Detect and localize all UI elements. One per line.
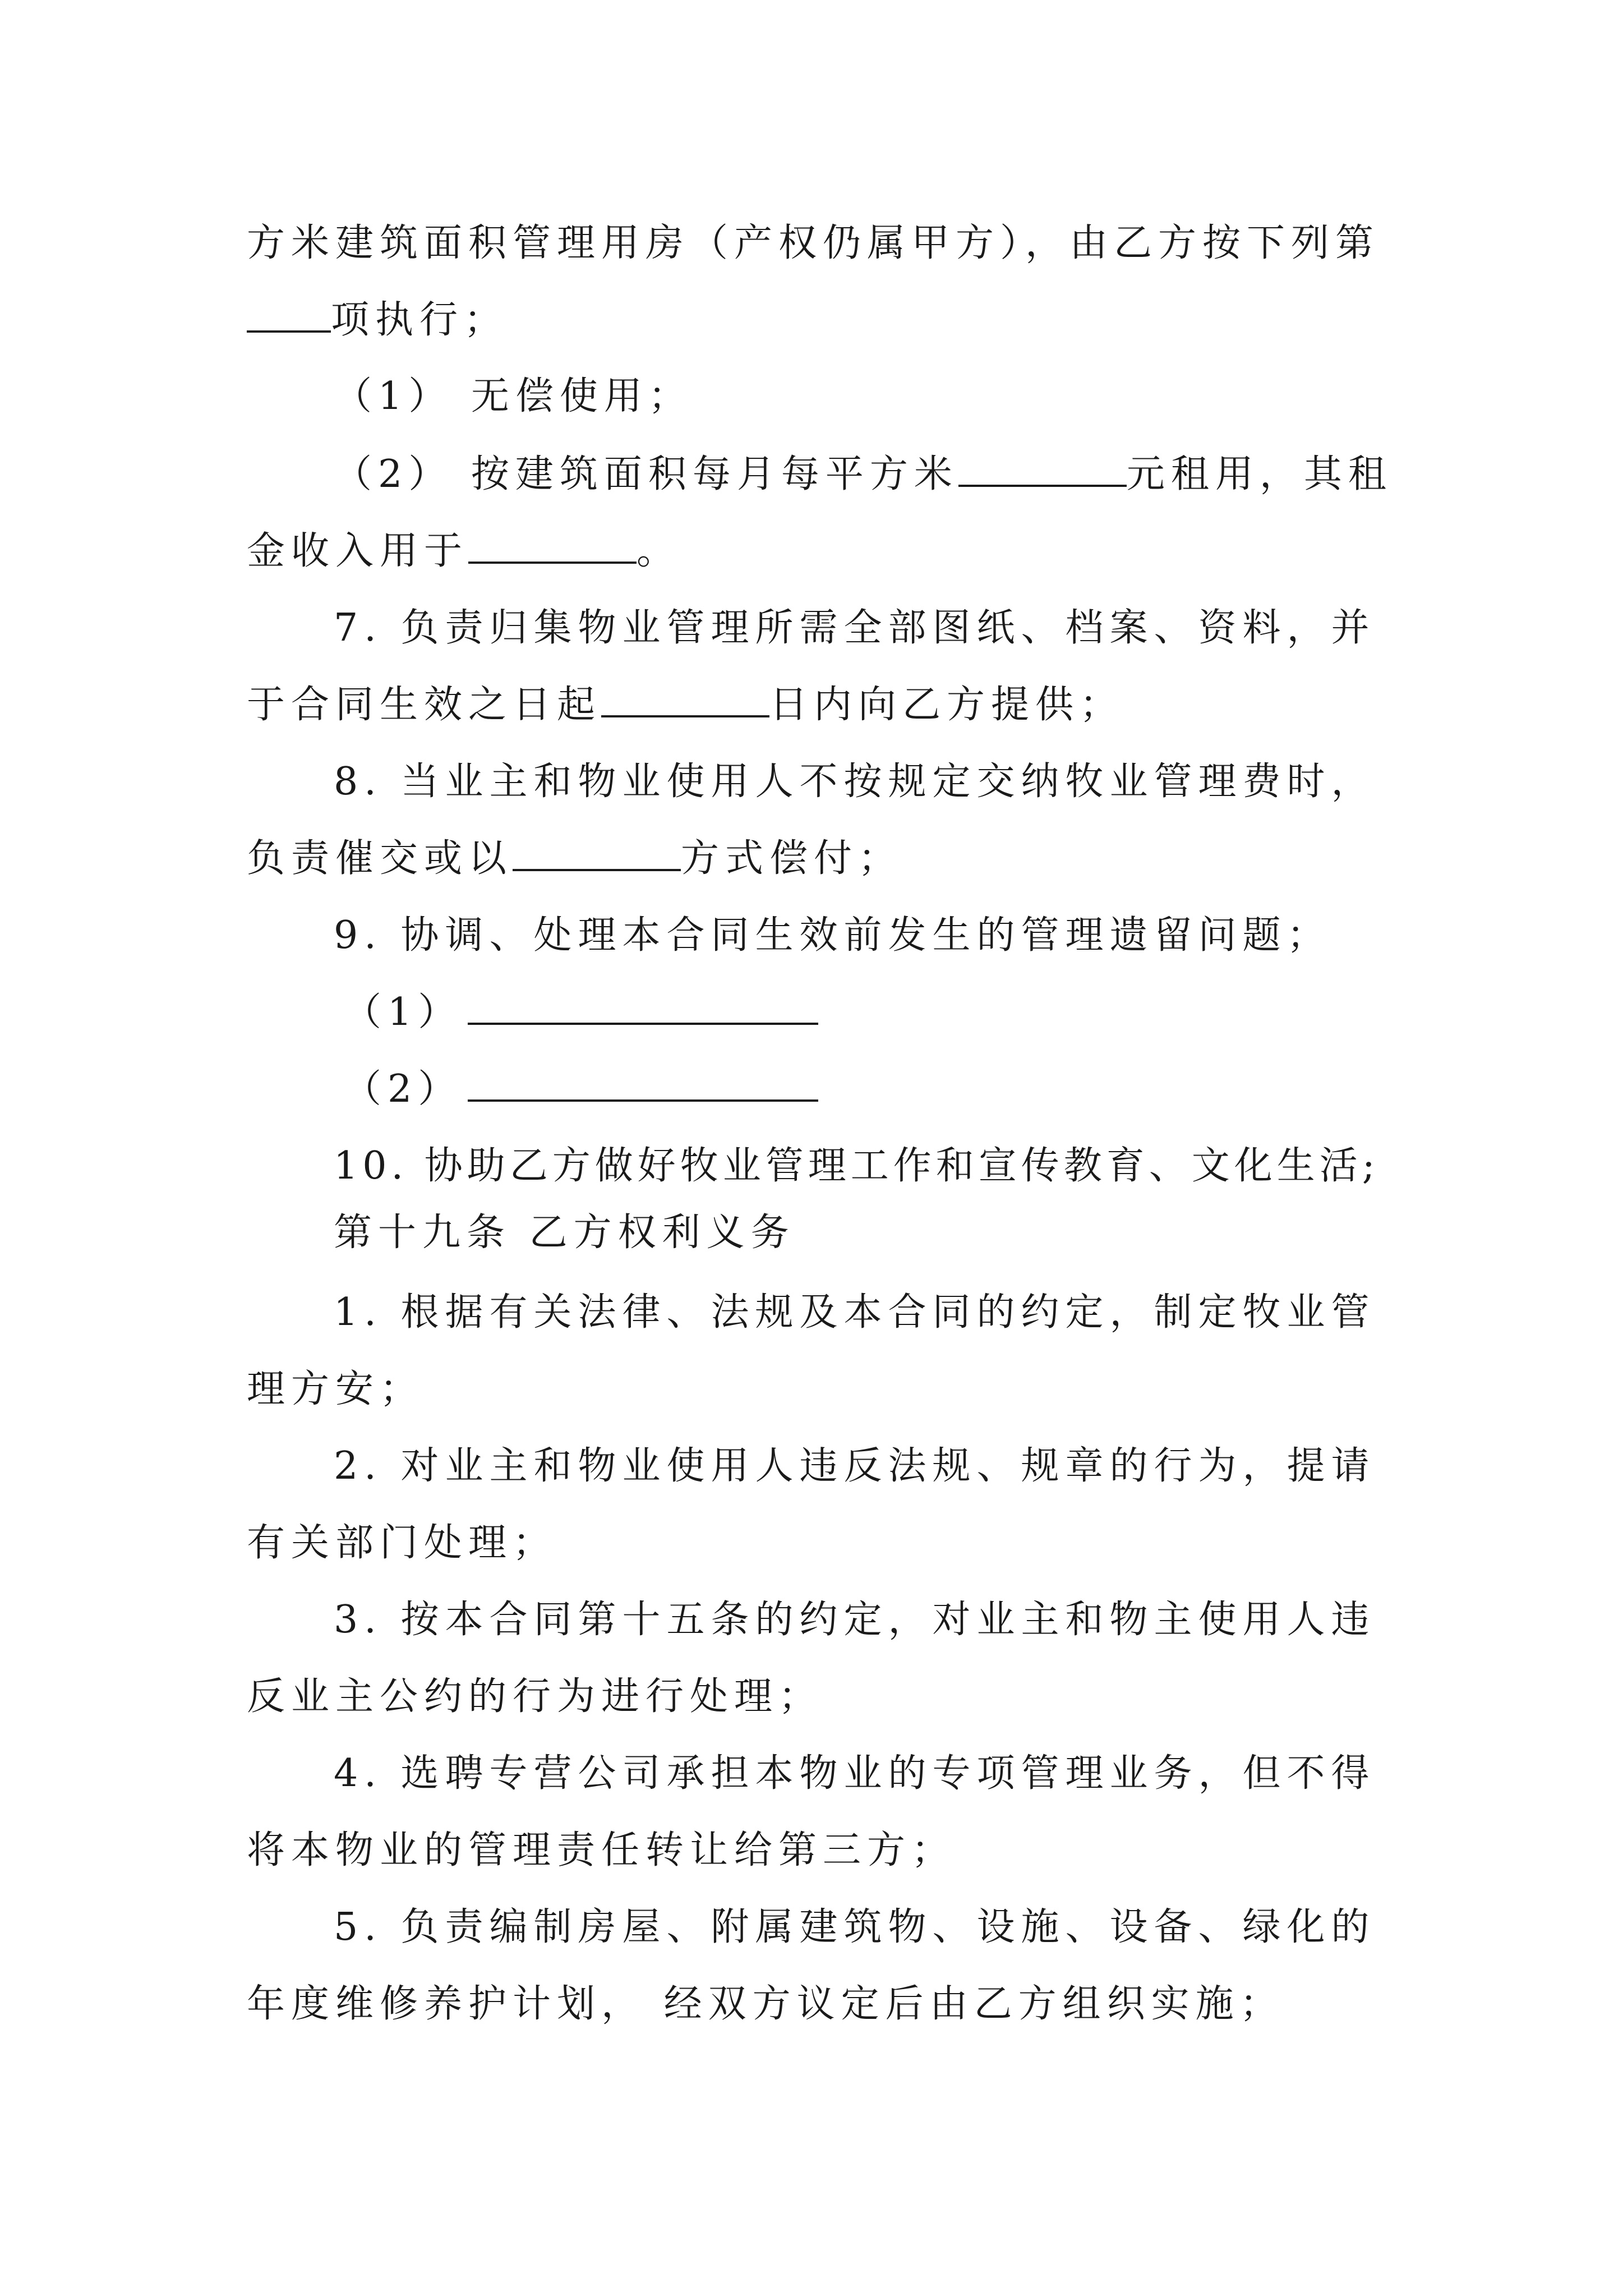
text: 5. 负责编制房屋、附属建筑物、设施、设备、绿化的 <box>334 1905 1376 1949</box>
text-line <box>334 1138 1380 1194</box>
text-line <box>334 1285 1376 1341</box>
text-line <box>247 1669 823 1725</box>
blank-line <box>513 833 681 871</box>
blank-line <box>468 987 818 1025</box>
text: 7. 负责归集物业管理所需全部图纸、档案、资料，并 <box>334 606 1376 650</box>
text-line <box>247 1515 557 1571</box>
text-line <box>247 1976 1284 2032</box>
text-line <box>343 984 818 1041</box>
text-line <box>343 1061 818 1117</box>
text-line <box>247 215 1380 272</box>
text: 8. 当业主和物业使用人不按规定交纳牧业管理费时， <box>334 760 1376 804</box>
text: 方米建筑面积管理用房（产权仍属甲方），由乙方按下列第 <box>247 221 1380 265</box>
text-line <box>334 1746 1376 1802</box>
text: 金收入用于 <box>247 529 469 573</box>
text-line <box>334 1899 1376 1955</box>
text: 3. 按本合同第十五条的约定，对业主和物主使用人违 <box>334 1598 1376 1642</box>
text: 9. 协调、处理本合同生效前发生的管理遗留问题； <box>334 913 1331 958</box>
blank-line <box>247 295 331 333</box>
blank-line <box>468 1064 818 1102</box>
text: 项执行； <box>331 298 509 342</box>
text: 元租用，其租 <box>1126 452 1393 496</box>
text: 有关部门处理； <box>247 1521 557 1565</box>
text-line <box>334 600 1376 656</box>
text: 方式偿付； <box>681 836 903 881</box>
text-line <box>247 523 681 579</box>
text: 4. 选聘专营公司承担本物业的专项管理业务，但不得 <box>334 1751 1376 1796</box>
section-heading <box>334 1205 795 1261</box>
text-line <box>334 1438 1376 1494</box>
text: 2. 对业主和物业使用人违反法规、规章的行为，提请 <box>334 1444 1376 1488</box>
text-line <box>334 369 693 425</box>
text: 于合同生效之日起 <box>247 683 602 727</box>
text-line <box>334 1592 1376 1648</box>
text: 年度维修养护计划， 经双方议定后由乙方组织实施； <box>247 1982 1284 2026</box>
text-line <box>247 831 902 887</box>
text: 第十九条 乙方权利义务 <box>334 1211 795 1255</box>
text: 10. 协助乙方做好牧业管理工作和宣传教育、文化生活; <box>334 1144 1380 1188</box>
text: 反业主公约的行为进行处理； <box>247 1674 823 1719</box>
text-line <box>334 447 1393 503</box>
blank-line <box>958 449 1127 487</box>
text-line <box>247 1823 956 1879</box>
text: （2） 按建筑面积每月每平方米 <box>334 452 958 496</box>
text-line <box>247 677 1124 733</box>
text: 日内向乙方提供； <box>769 683 1124 727</box>
text: 负责催交或以 <box>247 836 513 881</box>
text: 将本物业的管理责任转让给第三方； <box>247 1828 956 1872</box>
text: 理方安； <box>247 1367 425 1411</box>
text-line <box>334 754 1376 810</box>
text-line <box>247 1361 424 1418</box>
text: （2） <box>343 1067 463 1111</box>
text: （1） <box>343 990 463 1034</box>
blank-line <box>468 526 637 564</box>
text: （1） 无偿使用； <box>334 374 693 418</box>
blank-line <box>601 679 769 717</box>
text-line <box>334 908 1331 964</box>
text: 。 <box>637 529 681 573</box>
text: 1. 根据有关法律、法规及本合同的约定，制定牧业管 <box>334 1290 1376 1335</box>
text-line <box>247 292 508 348</box>
